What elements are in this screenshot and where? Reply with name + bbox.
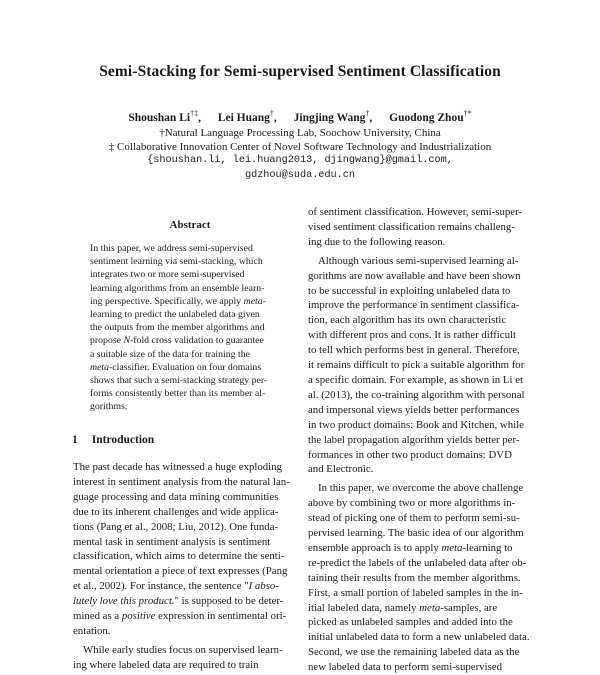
body-line: and impersonal views yields better performances — [308, 403, 520, 416]
body-line: vised sentiment classification remains challeng- — [308, 220, 515, 233]
email-line: gdzhou@suda.edu.cn — [244, 170, 356, 181]
body-line: mined as a positive expression in sentimental ori- — [73, 610, 287, 623]
author: Jingjing Wang†, — [293, 109, 373, 124]
affiliation: †Natural Language Processing Lab, Soochow University, China — [159, 127, 441, 139]
abstract-line: sentiment learning via semi-stacking, which — [90, 256, 263, 268]
body-line: formances in other two product domains: DVD — [308, 448, 512, 461]
body-line: pervised learning. The basic idea of our algorithm — [308, 527, 524, 540]
abstract-line: a suitable size of the data for training the — [90, 348, 250, 360]
paper-title: Semi-Stacking for Semi-supervised Sentiment Classification — [99, 63, 501, 80]
abstract-line: In this paper, we address semi-supervised — [90, 243, 253, 254]
body-line: and Electronic. — [308, 463, 374, 476]
body-line: taining their results from the member algorithms. — [308, 571, 521, 584]
body-line: new labeled data to perform semi-supervised — [308, 661, 502, 674]
section-heading — [72, 434, 168, 446]
body-line: In this paper, we overcome the above challenge — [318, 482, 524, 495]
body-line: ing due to the following reason. — [308, 235, 446, 248]
abstract-line: propose N-fold cross validation to guarantee — [90, 335, 264, 347]
email-line: {shoushan.li, lei.huang2013, djingwang}@gmail.com, — [147, 155, 453, 166]
body-line: initial unlabeled data to form a new unlabeled data. — [308, 631, 530, 644]
body-line: al. (2013), the co-training algorithm with personal — [308, 388, 525, 401]
body-line: to be successful in exploiting unlabeled data to — [308, 284, 511, 297]
body-line: tion, each algorithm has its own characteristic — [308, 314, 507, 327]
body-line: stead of picking one of them to perform semi-su- — [308, 512, 520, 525]
body-line: mental orientation a piece of text expresses (Pang — [73, 565, 288, 578]
author: Lei Huang†, — [217, 109, 277, 124]
body-line: entation. — [73, 624, 111, 637]
body-line: tions (Pang et al., 2008; Liu, 2012). One funda- — [73, 520, 279, 533]
body-line: guage processing and data mining communities — [73, 490, 279, 503]
body-line: First, a small portion of labeled samples in the in- — [308, 586, 523, 599]
body-line: due to its inherent challenges and wide applica- — [73, 505, 279, 518]
abstract-line: integrates two or more semi-supervised — [90, 269, 245, 281]
body-line: in two product domains: Book and Kitchen, while — [308, 418, 524, 431]
section-number: 1 — [72, 434, 78, 446]
body-line: Although various semi-supervised learning al- — [318, 254, 519, 267]
body-line: et al., 2002). For instance, the sentence "I abso- — [73, 580, 279, 593]
right-column-text — [308, 205, 530, 675]
abstract-line: gorithms. — [90, 401, 128, 413]
body-line: it remains difficult to pick a suitable algorithm for — [308, 359, 525, 372]
body-line: with different pros and cons. It is rather difficult — [308, 329, 516, 342]
body-line: mental task in sentiment analysis is sentiment — [73, 535, 271, 548]
affiliation: ‡ Collaborative Innovation Center of Novel Software Technology and Industrialization — [108, 141, 492, 153]
left-column-text — [73, 460, 292, 673]
abstract-line: forms consistently better than its member al- — [90, 388, 266, 400]
abstract-heading: Abstract — [169, 219, 211, 231]
body-line: of sentiment classification. However, semi-super- — [308, 206, 523, 218]
body-line: gorithms are now available and have been shown — [308, 269, 521, 282]
abstract-line: ing perspective. Specifically, we apply meta- — [90, 295, 266, 307]
body-line: The past decade has witnessed a huge exploding — [73, 461, 282, 473]
abstract-line: shows that such a semi-stacking strategy per- — [90, 375, 268, 387]
body-line: re-predict the labels of the unlabeled data after ob- — [308, 556, 527, 569]
body-line: to tell which performs best in general. Therefore, — [308, 344, 520, 357]
body-line: classification, which aims to determine the senti- — [73, 550, 285, 563]
body-line: above by combining two or more algorithms in- — [308, 497, 516, 510]
abstract-line: the outputs from the member algorithms and — [90, 322, 265, 334]
body-line: improve the performance in sentiment classifica- — [308, 299, 520, 312]
body-line: ensemble approach is to apply meta-learning to — [308, 541, 513, 554]
body-line: picked as unlabeled samples and added into the — [308, 616, 513, 629]
abstract-body — [90, 242, 289, 414]
body-line: While early studies focus on supervised learn- — [83, 643, 283, 656]
body-line: interest in sentiment analysis from the natural lan- — [73, 475, 290, 488]
body-line: a specific domain. For example, as shown in Li et — [308, 373, 523, 386]
body-line: ing where labeled data are required to train — [73, 658, 259, 671]
abstract-line: learning to predict the unlabeled data given — [90, 309, 260, 321]
abstract-line: meta-classifier. Evaluation on four domains — [90, 361, 262, 373]
abstract-line: learning algorithms from an ensemble learn- — [90, 282, 265, 294]
author: Shoushan Li†‡, — [128, 109, 201, 124]
section-title: Introduction — [91, 434, 155, 446]
body-line: the label propagation algorithm yields better per- — [308, 433, 520, 446]
body-line: lutely love this product." is supposed to be deter- — [73, 595, 284, 608]
author-list — [0, 109, 600, 124]
author: Guodong Zhou†* — [389, 109, 472, 124]
body-line: itial labeled data, namely meta-samples, are — [308, 601, 498, 614]
body-line: Second, we use the remaining labeled data as the — [308, 646, 520, 659]
